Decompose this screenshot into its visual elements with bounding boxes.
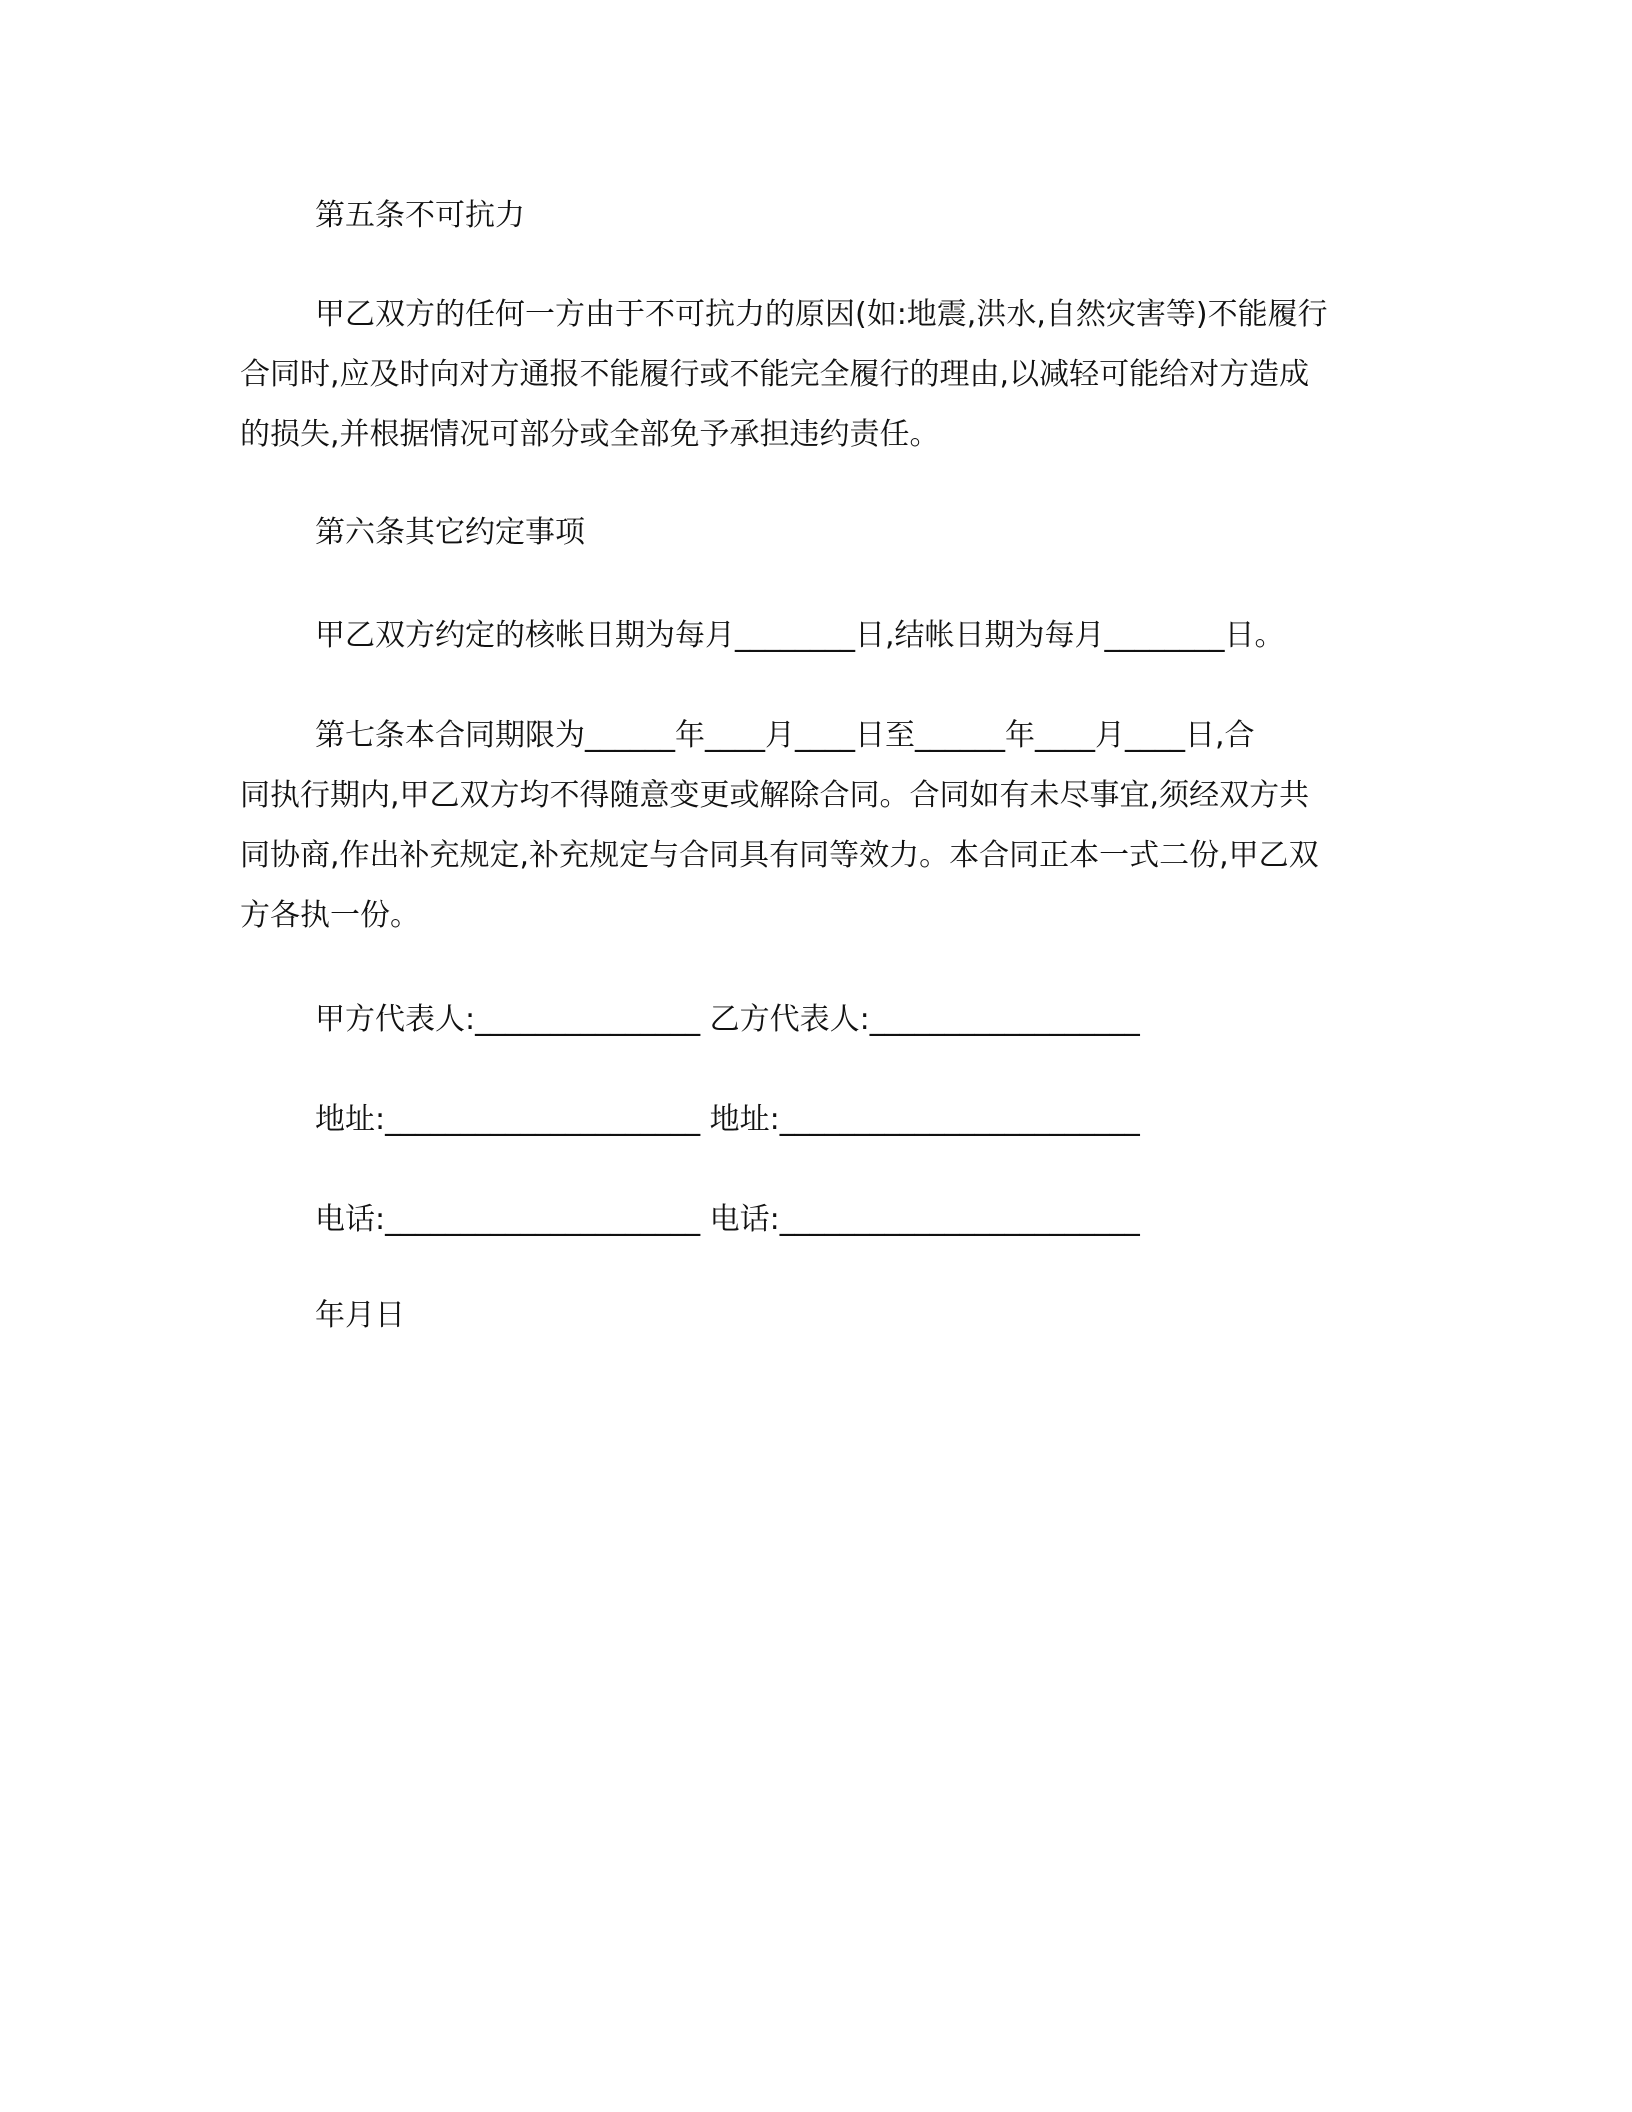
article-7-line-4: 方各执一份。 (240, 898, 420, 933)
article-7-line-2: 同执行期内,甲乙双方均不得随意变更或解除合同。合同如有未尽事宜,须经双方共 (240, 778, 1310, 813)
article-6-heading: 第六条其它约定事项 (315, 515, 585, 550)
article-5-line-3: 的损失,并根据情况可部分或全部免予承担违约责任。 (240, 417, 940, 452)
article-5-line-1: 甲乙双方的任何一方由于不可抗力的原因(如:地震,洪水,自然灾害等)不能履行 (315, 297, 1328, 332)
signature-representatives: 甲方代表人:_______________ 乙方代表人:__________________ (315, 1002, 1140, 1037)
signature-address: 地址:_____________________ 地址:________________________ (315, 1102, 1140, 1137)
article-5-line-2: 合同时,应及时向对方通报不能履行或不能完全履行的理由,以减轻可能给对方造成 (240, 357, 1310, 392)
article-6-body: 甲乙双方约定的核帐日期为每月________日,结帐日期为每月________日。 (315, 618, 1285, 653)
article-5-heading: 第五条不可抗力 (315, 198, 525, 233)
article-7-line-3: 同协商,作出补充规定,补充规定与合同具有同等效力。本合同正本一式二份,甲乙双 (240, 838, 1319, 873)
article-7-line-1: 第七条本合同期限为______年____月____日至______年____月____日,合 (315, 718, 1255, 753)
signature-date: 年月日 (315, 1298, 405, 1333)
signature-phone: 电话:_____________________ 电话:________________________ (315, 1202, 1140, 1237)
